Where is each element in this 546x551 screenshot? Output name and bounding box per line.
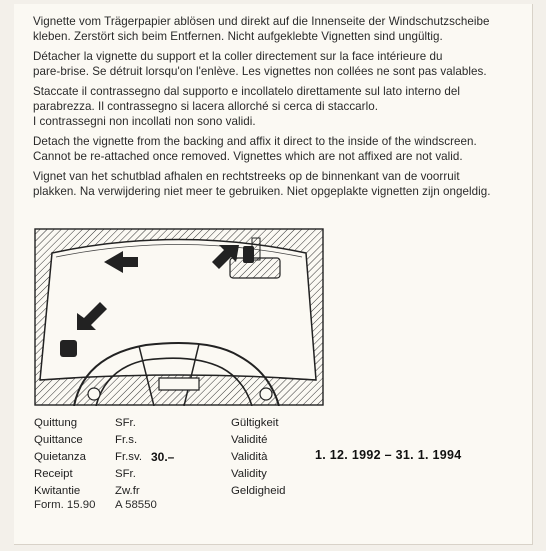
vignette-target-mark: [243, 246, 254, 263]
validity-period: 1. 12. 1992 – 31. 1. 1994: [315, 448, 462, 462]
windscreen-diagram: [34, 228, 324, 406]
instructions-german: Vignette vom Trägerpapier ablösen und direkt auf die Innenseite der Windschutzscheibe kleben. Zerstört sich beim Entfernen. Nicht aufgeklebte Vignetten sind ungültig.: [33, 15, 490, 43]
vignette-lower-corner-mark: [60, 340, 77, 357]
form-number: Form. 15.90: [34, 499, 96, 511]
instructions-french: Détacher la vignette du support et la coller directement sur la face intérieure du pare-brise. Se détruit lorsqu'on l'enlève. Les vignettes non collées ne sont pas valables.: [33, 50, 487, 78]
currency-labels: SFr. Fr.s. Fr.sv. SFr. Zw.fr: [115, 417, 142, 497]
affixing-instructions: [33, 14, 523, 204]
serial-number: A 58550: [115, 499, 157, 511]
instructions-dutch: Vignet van het schutblad afhalen en rechtstreeks op de binnenkant van de voorruit plakken. Na verwijdering niet meer te gebruiken. Niet opgeplakte vignetten zijn ongeldig.: [33, 170, 491, 198]
receipt-labels: Quittung Quittance Quietanza Receipt Kwitantie: [34, 417, 86, 497]
validity-labels: Gültigkeit Validité Validità Validity Geldigheid: [231, 417, 286, 497]
instructions-english: Detach the vignette from the backing and affix it direct to the inside of the windscreen. Cannot be re-attached once removed. Vignettes which are not affixed are not valid.: [33, 135, 477, 163]
instructions-italian: Staccate il contrassegno dal supporto e incollatelo direttamente sul lato interno del parabrezza. Il contrassegno si lacera allorché si cerca di staccarlo. I contrassegni non incollati non sono validi.: [33, 85, 461, 128]
fee-amount: 30.–: [151, 450, 175, 464]
